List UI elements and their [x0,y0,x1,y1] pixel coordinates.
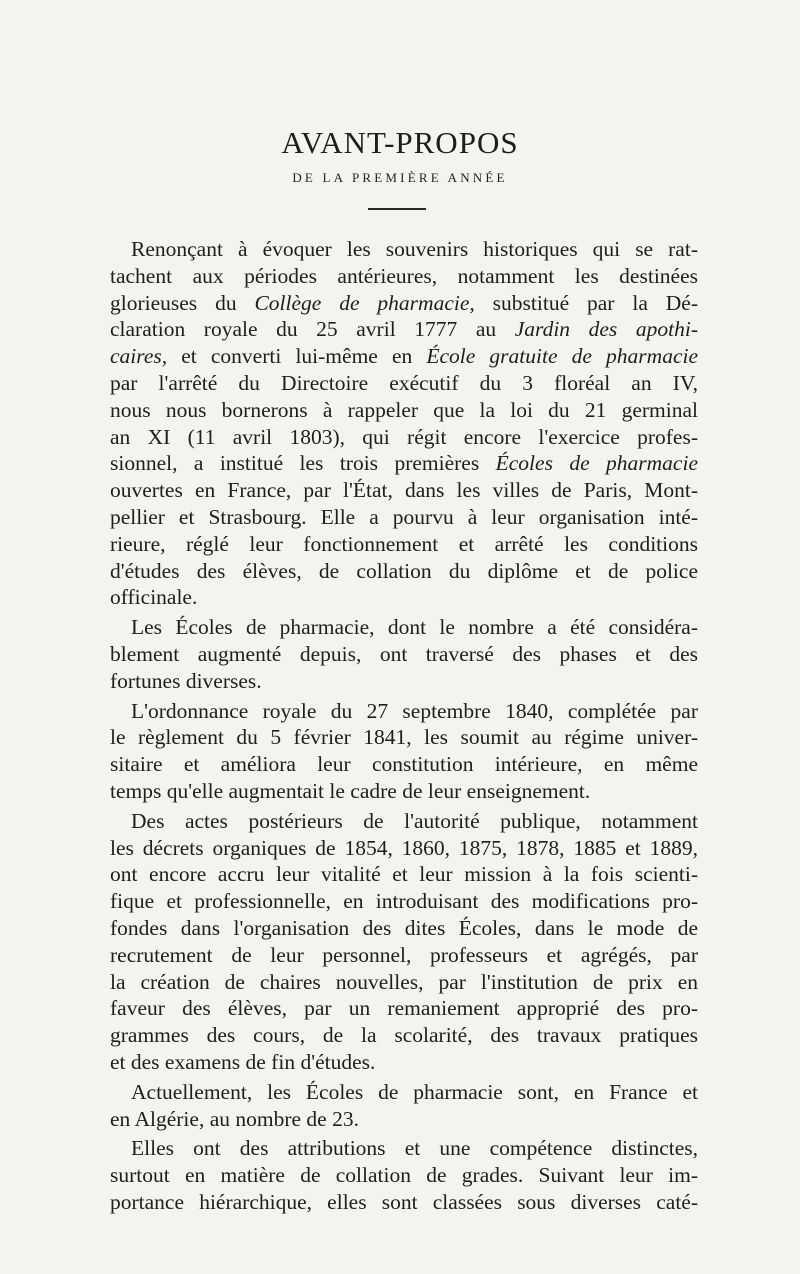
text-run: Actuellement, les Écoles de pharmacie sont, en France et [131,1079,698,1104]
text-line [110,1049,698,1076]
text-run: Renonçant à évoquer les souvenirs historiques qui se rat- [131,237,698,261]
text-run: sitaire et améliora leur constitution intérieure, en même [110,752,698,777]
text-line [110,969,698,996]
text-line [110,751,698,778]
text-line [110,1079,698,1106]
text-line [110,370,698,397]
text-run: Les Écoles de pharmacie, dont le nombre a été considéra- [131,615,698,640]
page-title: AVANT-PROPOS [281,125,519,160]
italic-text: Jardin des apothi- [514,317,698,342]
text-run: rieure, réglé leur fonctionnement et arrêté les conditions [110,531,698,556]
text-line [110,450,698,477]
text-run: le règlement du 5 février 1841, les soumit au régime univer- [110,725,698,750]
text-run: temps qu'elle augmentait le cadre de leur enseignement. [110,778,591,803]
text-line [110,290,698,317]
text-run: tachent aux périodes antérieures, notamment les destinées [110,263,698,288]
text-line [110,778,698,805]
text-run: par l'arrêté du Directoire exécutif du 3 floréal an IV, [110,370,698,395]
text-line [110,477,698,504]
text-run: L'ordonnance royale du 27 septembre 1840, complétée par [131,698,698,723]
text-line [110,1135,698,1162]
title-divider [368,208,426,210]
text-line [110,942,698,969]
text-line [110,236,698,263]
text-run: ouvertes en France, par l'État, dans les villes de Paris, Mont- [110,478,698,503]
text-line [110,343,698,370]
paragraph [110,698,698,805]
text-run: la création de chaires nouvelles, par l'institution de prix en [110,969,698,994]
text-run: blement augmenté depuis, ont traversé des phases et des [110,641,698,666]
text-run: et des examens de fin d'études. [110,1049,376,1074]
paragraph [110,614,698,694]
text-line [110,558,698,585]
text-line [110,1189,698,1216]
italic-text: caires, [110,344,168,369]
text-line [110,504,698,531]
text-line [110,316,698,343]
text-line [110,531,698,558]
text-run: pellier et Strasbourg. Elle a pourvu à leur organisation inté- [110,504,698,529]
text-run: les décrets organiques de 1854, 1860, 1875, 1878, 1885 et 1889, [110,835,698,860]
paragraph [110,808,698,1076]
paragraph [110,236,698,611]
text-run: substitué par la Dé- [474,290,698,315]
text-run: fique et professionnelle, en introduisant des modifications pro- [110,889,698,914]
body-text [110,236,698,1216]
text-line [110,698,698,725]
text-run: Des actes postérieurs de l'autorité publique, notamment [131,808,698,833]
text-run: faveur des élèves, par un remaniement approprié des pro- [110,996,698,1021]
text-run: fondes dans l'organisation des dites Écoles, dans le mode de [110,915,698,940]
text-line [110,835,698,862]
text-run: sionnel, a institué les trois premières [110,451,496,476]
text-line [110,724,698,751]
text-line [110,397,698,424]
text-line [110,915,698,942]
text-run: glorieuses du [110,290,255,315]
text-run: claration royale du 25 avril 1777 au [110,317,515,342]
text-line [110,808,698,835]
text-line [110,641,698,668]
text-run: officinale. [110,585,198,610]
paragraph [110,1135,698,1215]
text-line [110,861,698,888]
text-run: an XI (11 avril 1803), qui régit encore l'exercice profes- [110,424,698,449]
text-line [110,1106,698,1133]
text-run: nous nous bornerons à rappeler que la loi du 21 germinal [110,397,698,422]
italic-text: Écoles de pharmacie [495,451,698,476]
text-line [110,1022,698,1049]
text-run: grammes des cours, de la scolarité, des travaux pratiques [110,1023,698,1048]
text-line [110,1162,698,1189]
text-line [110,424,698,451]
text-run: Elles ont des attributions et une compétence distinctes, [131,1136,698,1161]
text-line [110,614,698,641]
text-line [110,263,698,290]
page-subtitle: DE LA PREMIÈRE ANNÉE [292,170,508,185]
text-run: portance hiérarchique, elles sont classées sous diverses caté- [110,1189,698,1214]
text-line [110,888,698,915]
text-run: surtout en matière de collation de grades. Suivant leur im- [110,1163,698,1188]
text-run: ont encore accru leur vitalité et leur mission à la fois scienti- [110,862,698,887]
text-run: et converti lui-même en [167,344,427,369]
text-line [110,584,698,611]
text-run: d'études des élèves, de collation du diplôme et de police [110,558,698,583]
text-line [110,995,698,1022]
italic-text: Collège de pharmacie, [254,290,475,315]
text-run: recrutement de leur personnel, professeurs et agrégés, par [110,942,698,967]
paragraph [110,1079,698,1133]
text-run: fortunes diverses. [110,668,262,693]
text-line [110,668,698,695]
italic-text: École gratuite de pharmacie [426,344,698,369]
text-run: en Algérie, au nombre de 23. [110,1106,359,1131]
